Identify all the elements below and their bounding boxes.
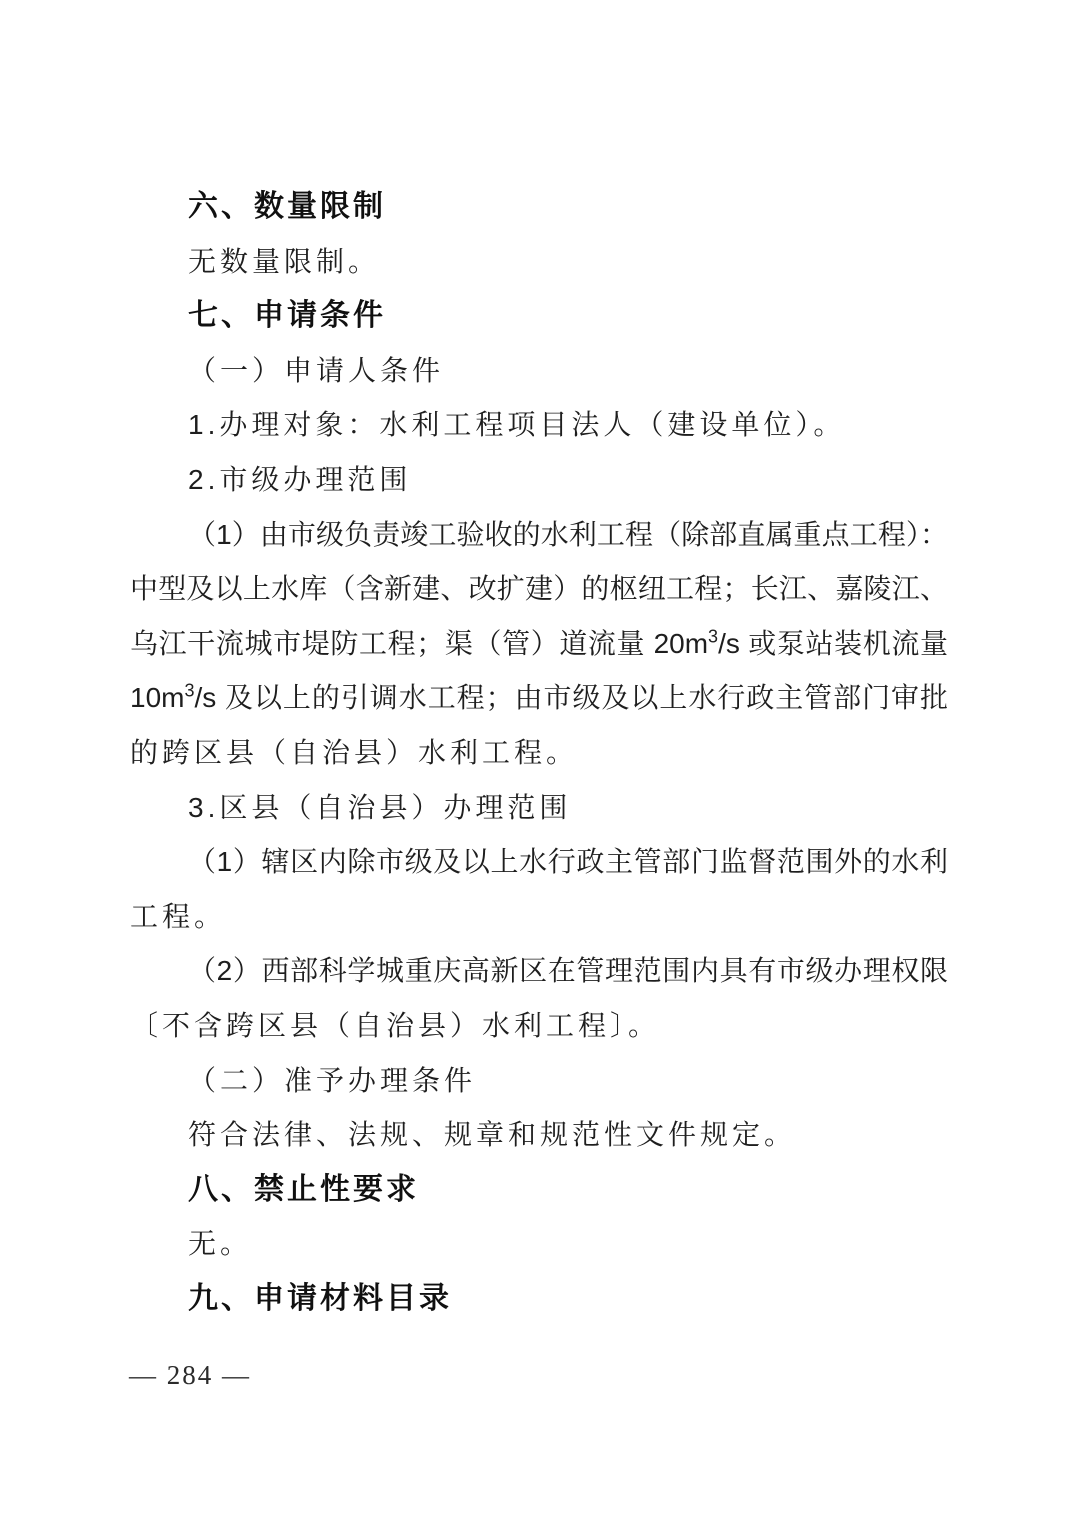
section-heading: 八、禁止性要求 [188,1172,419,1206]
superscript-exponent: 3 [184,681,195,702]
text-line: （1）由市级负责竣工验收的水利工程（除部直属重点工程）： [188,518,948,550]
text-segment: 20m [653,627,709,659]
text-line: （一）申请人条件 [188,354,445,386]
text-line: （二）准予办理条件 [188,1064,477,1096]
text-line: 〔不含跨区县（自治县）水利工程〕。 [130,1009,661,1041]
text-line: 2.市级办理范围 [188,463,412,495]
text-line: 无。 [188,1228,253,1260]
text-segment: 及以上的引调水工程；由市级及以上水行政主管部门审批 [225,682,948,714]
text-segment: 或泵站装机流量 [748,627,948,659]
text-segment: 10m [130,682,185,714]
page-number: — 284 — [129,1360,251,1390]
text-line: 符合法律、法规、规章和规范性文件规定。 [188,1119,797,1151]
text-line: 工程。 [130,900,227,932]
section-heading: 九、申请材料目录 [188,1281,452,1315]
section-heading: 六、数量限制 [188,190,386,223]
text-line: 1.办理对象：水利工程项目法人（建设单位）。 [188,409,846,441]
text-line: 的跨区县（自治县）水利工程。 [130,736,579,768]
text-line: 中型及以上水库（含新建、改扩建）的枢纽工程；长江、嘉陵江、 [130,573,948,605]
text-segment: /s [194,682,226,714]
text-line: （2）西部科学城重庆高新区在管理范围内具有市级办理权限 [188,955,948,987]
text-line: 无数量限制。 [188,245,381,277]
text-segment: /s [718,627,749,659]
section-heading: 七、申请条件 [188,299,386,333]
superscript-exponent: 3 [708,626,719,647]
text-line: 3.区县（自治县）办理范围 [188,791,572,823]
text-line [130,617,948,672]
text-segment: 乌江干流城市堤防工程；渠（管）道流量 [130,627,654,659]
text-line [130,671,948,726]
text-line: （1）辖区内除市级及以上水行政主管部门监督范围外的水利 [188,846,948,878]
document-body [130,180,948,1326]
